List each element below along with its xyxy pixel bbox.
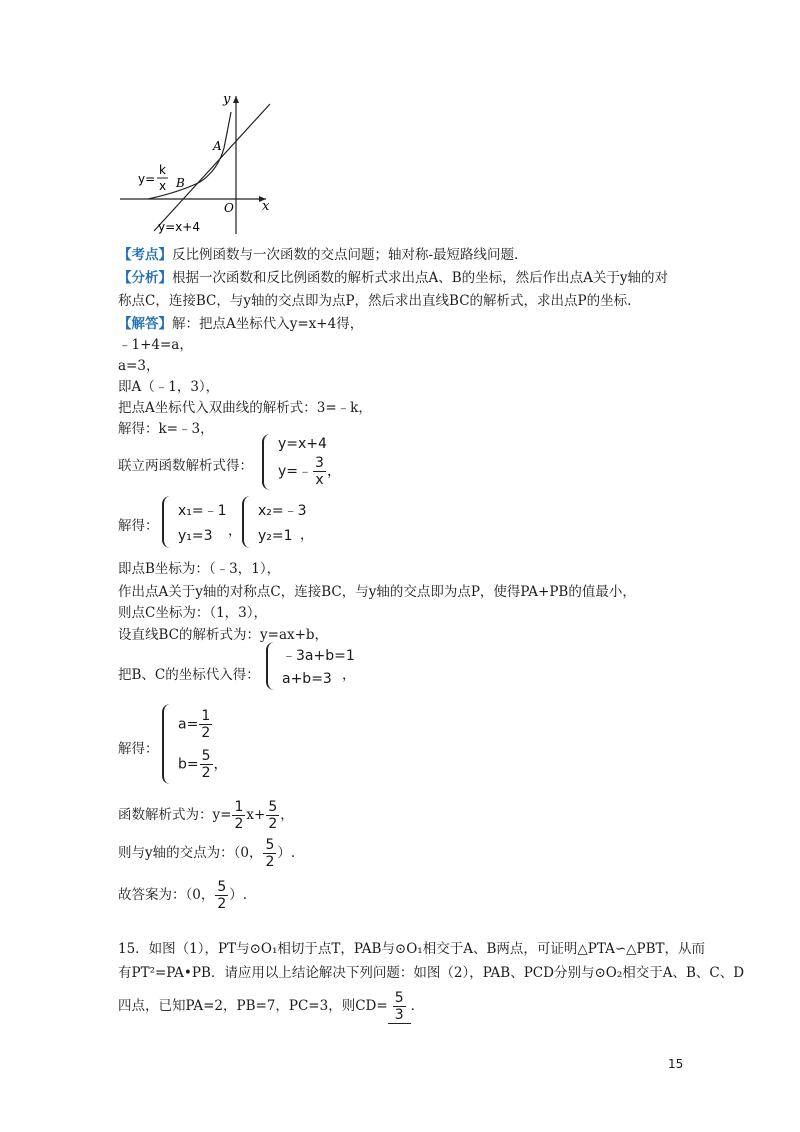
solution-line-3: 即A（﹣1，3）， — [118, 379, 220, 395]
curve-label-y: y= — [138, 172, 156, 186]
brace — [262, 434, 274, 490]
equation-system-1 — [262, 434, 341, 490]
fenxi-tag: 【分析】 — [118, 270, 172, 286]
point-a-label: A — [213, 139, 222, 153]
sys2-eq1: ﹣3a+b=1 — [282, 648, 355, 664]
jieda-tag: 【解答】 — [118, 316, 172, 332]
function-graph — [118, 88, 278, 236]
solution-suffix: ， — [300, 527, 314, 543]
solution-line-9: 作出点A关于y轴的对称点C，连接BC，与y轴的交点即为点P，使得PA+PB的值最小， — [118, 584, 636, 600]
solution-line-15: 则与y轴的交点为：（0， $\frac{5}{2}$ ）. — [118, 837, 296, 870]
jieda-text: 解：把点A坐标代入y=x+4得， — [172, 316, 364, 332]
equation-system-3 — [162, 704, 228, 784]
solution-line-6: 联立两函数解析式得： — [118, 458, 253, 474]
curve-label-k: k — [159, 163, 166, 177]
page-number: 15 — [668, 1057, 684, 1071]
sys3-b: b= $\frac{5}{2}$ ， — [178, 747, 228, 781]
solution-set-1 — [162, 496, 227, 548]
sys2-eq2: a+b=3 — [282, 671, 332, 687]
sys2-suffix: ， — [342, 667, 356, 683]
jieda-line — [118, 315, 363, 333]
point-b-label: B — [176, 176, 185, 190]
fenxi-line-1 — [118, 269, 668, 287]
y-axis-arrow — [233, 96, 239, 103]
solution-line-16: 故答案为：（0， $\frac{5}{2}$ ）. — [118, 879, 248, 912]
fenxi-line-2: 称点C，连接BC，与y轴的交点即为点P，然后求出直线BC的解析式，求出点P的坐标. — [118, 293, 632, 309]
line-label: y=x+4 — [158, 220, 200, 234]
line-graph — [154, 104, 270, 231]
kaodian-tag: 【考点】 — [118, 247, 172, 263]
fenxi-text-1: 根据一次函数和反比例函数的解析式求出点A、B的坐标，然后作出点A关于y轴的对 — [172, 270, 669, 286]
solution-line-10: 则点C坐标为：（1，3）， — [118, 605, 268, 621]
axis-x-label: x — [262, 199, 270, 214]
problem15-line-1: 15．如图（1），PT与⊙O₁相切于点T，PAB与⊙O₁相交于A、B两点，可证明△PTA∽△PBT，从而 — [118, 941, 706, 957]
kaodian-text: 反比例函数与一次函数的交点问题；轴对称-最短路线问题. — [172, 247, 519, 263]
solution-line-7: 解得： — [118, 518, 159, 534]
sol-x2: x₂=﹣3 — [258, 503, 307, 519]
problem15-line-3: 四点，已知PA=2，PB=7，PC=3，则CD= $\frac{5}{3}$ ． — [118, 990, 425, 1023]
solution-set-2 — [242, 496, 307, 548]
origin-label: O — [224, 201, 234, 215]
sys1-eq2: y=﹣ $\frac{3}{x}$ ， — [278, 455, 341, 489]
solution-line-11: 设直线BC的解析式为：y=ax+b， — [118, 627, 329, 643]
solution-line-1: ﹣1+4=a， — [118, 337, 193, 353]
solution-line-12: 把B、C的坐标代入得： — [118, 667, 260, 683]
sol-x1: x₁=﹣1 — [178, 503, 227, 519]
answer-blank: $\frac{5}{3}$ — [388, 990, 411, 1024]
sys3-a: a= $\frac{1}{2}$ — [178, 707, 211, 741]
solution-line-14: 函数解析式为：y= $\frac{1}{2}$ x+ $\frac{5}{2}$ ， — [118, 799, 294, 832]
solution-line-5: 解得：k=﹣3， — [118, 421, 214, 437]
solution-line-4: 把点A坐标代入双曲线的解析式：3=﹣k， — [118, 400, 372, 416]
curve-label-x: x — [159, 179, 167, 193]
solution-line-2: a=3， — [118, 358, 160, 374]
solution-line-13: 解得： — [118, 741, 159, 757]
solution-line-8: 即点B坐标为：（﹣3，1）， — [118, 561, 281, 577]
sys1-eq1: y=x+4 — [278, 435, 327, 452]
kaodian-line — [118, 246, 518, 264]
sol-y2: y₂=1 — [258, 528, 293, 544]
problem15-line-2: 有PT²=PA•PB．请应用以上结论解决下列问题：如图（2），PAB、PCD分别与⊙O₂相交于A、B、C、D — [118, 965, 745, 981]
axis-y-label: y — [223, 92, 231, 107]
solution-separator: ， — [228, 523, 242, 539]
sol-y1: y₁=3 — [178, 528, 213, 544]
